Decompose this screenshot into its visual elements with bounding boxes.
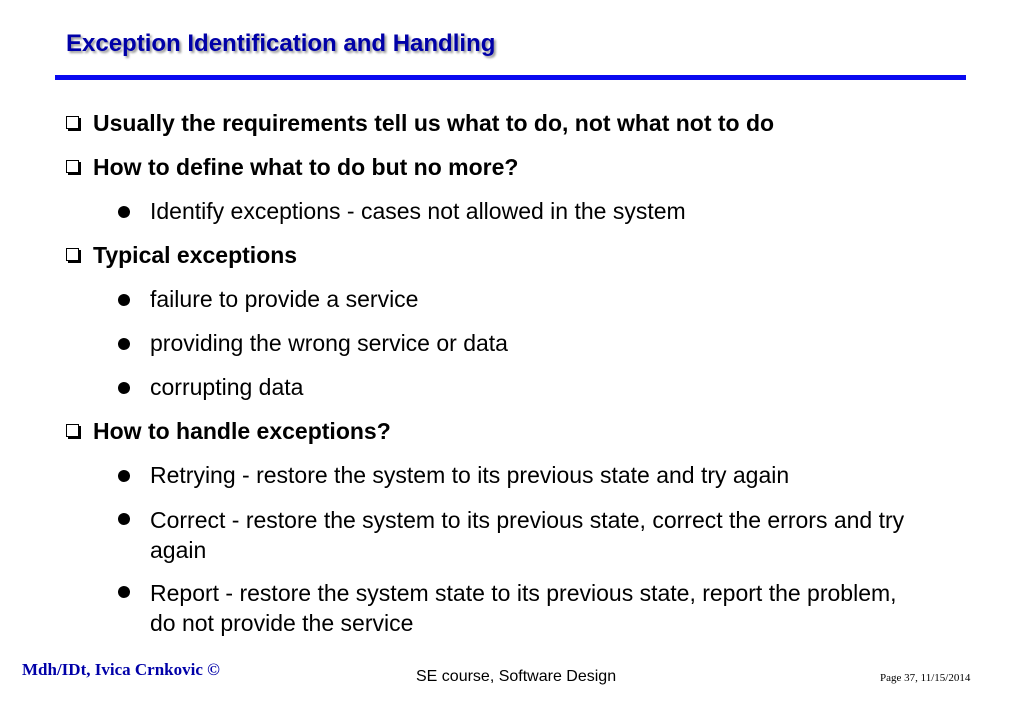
sub-bullet-text: corrupting data — [150, 374, 304, 400]
round-bullet-icon — [118, 513, 130, 525]
sub-bullet-item-7 — [118, 578, 918, 638]
round-bullet-icon — [118, 338, 130, 350]
square-bullet-icon — [66, 116, 79, 129]
footer-page: Page 37, 11/15/2014 — [880, 672, 971, 684]
sub-bullet-item-2 — [118, 286, 418, 313]
round-bullet-icon — [118, 470, 130, 482]
bullet-text: How to handle exceptions? — [93, 418, 391, 444]
round-bullet-icon — [118, 206, 130, 218]
round-bullet-icon — [118, 586, 130, 598]
bullet-item-2 — [66, 154, 518, 181]
sub-bullet-text: providing the wrong service or data — [150, 330, 508, 356]
bullet-text: How to define what to do but no more? — [93, 154, 519, 180]
sub-bullet-item-4 — [118, 374, 303, 401]
slide-title: Exception Identification and Handling — [66, 30, 496, 57]
sub-bullet-item-5 — [118, 462, 789, 489]
bullet-item-3 — [66, 242, 297, 269]
square-bullet-icon — [66, 424, 79, 437]
footer-course: SE course, Software Design — [416, 668, 617, 685]
sub-bullet-text: Identify exceptions - cases not allowed in the system — [150, 198, 686, 224]
footer-author: Mdh/IDt, Ivica Crnkovic © — [22, 660, 220, 679]
sub-bullet-text: Report - restore the system state to its previous state, report the problem, do not provide the service — [150, 580, 897, 636]
sub-bullet-text: failure to provide a service — [150, 286, 419, 312]
square-bullet-icon — [66, 160, 79, 173]
sub-bullet-item-3 — [118, 330, 508, 357]
bullet-text: Typical exceptions — [93, 242, 298, 268]
bullet-text: Usually the requirements tell us what to do, not what not to do — [93, 110, 775, 136]
sub-bullet-item-6 — [118, 505, 918, 565]
bullet-item-4 — [66, 418, 391, 445]
square-bullet-icon — [66, 248, 79, 261]
sub-bullet-item-1 — [118, 198, 686, 225]
round-bullet-icon — [118, 382, 130, 394]
sub-bullet-text: Correct - restore the system to its previous state, correct the errors and try again — [150, 507, 905, 563]
round-bullet-icon — [118, 294, 130, 306]
bullet-item-1 — [66, 110, 774, 137]
title-underline — [55, 75, 966, 80]
sub-bullet-text: Retrying - restore the system to its previous state and try again — [150, 462, 790, 488]
